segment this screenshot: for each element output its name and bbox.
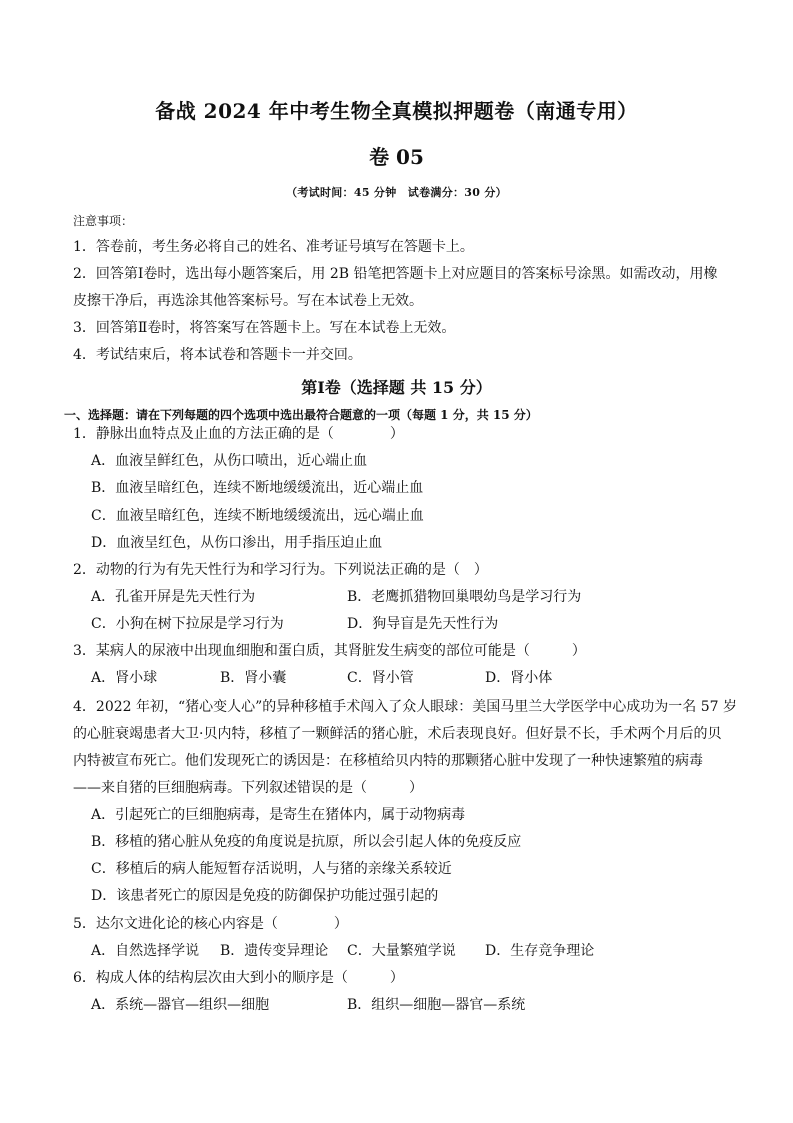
section-title: 第Ⅰ卷（选择题 共 15 分） (301, 378, 492, 397)
question-stem: ——来自猪的巨细胞病毒。下列叙述错误的是（ ） (73, 780, 423, 796)
exam-title: 备战 2024 年中考生物全真模拟押题卷（南通专用） (155, 99, 638, 123)
notes-heading: 注意事项： (73, 214, 134, 228)
question-option: C．肾小管 (347, 670, 414, 686)
part-heading: 一、选择题：请在下列每题的四个选项中选出最符合题意的一项（每题 1 分，共 15 分） (64, 408, 538, 422)
notes-item: 3．回答第Ⅱ卷时，将答案写在答题卡上。写在本试卷上无效。 (73, 320, 456, 336)
question-option: D．该患者死亡的原因是免疫的防御保护功能过强引起的 (91, 888, 439, 904)
notes-item: 2．回答第Ⅰ卷时，选出每小题答案后，用 2B 铅笔把答题卡上对应题目的答案标号涂黑。如需改动，用橡 (73, 266, 718, 282)
question-option: A．孔雀开屏是先天性行为 (91, 589, 256, 605)
question-stem: 1．静脉出血特点及止血的方法正确的是（ ） (73, 426, 404, 442)
notes-item: 4．考试结束后，将本试卷和答题卡一并交回。 (73, 347, 362, 363)
notes-item: 皮擦干净后，再选涂其他答案标号。写在本试卷上无效。 (73, 293, 423, 309)
question-option: A．自然选择学说 (91, 943, 200, 959)
exam-subtitle: 卷 05 (369, 145, 424, 169)
exam-info: （考试时间：45 分钟 试卷满分：30 分） (286, 186, 507, 199)
question-stem: 3．某病人的尿液中出现血细胞和蛋白质，其肾脏发生病变的部位可能是（ ） (73, 643, 586, 659)
question-option: D．狗导盲是先天性行为 (347, 616, 499, 632)
question-stem: 的心脏衰竭患者大卫·贝内特，移植了一颗鲜活的猪心脏，术后表现良好。但好景不长，手术两个月后的贝 (73, 726, 722, 742)
question-stem: 内特被宣布死亡。他们发现死亡的诱因是：在移植给贝内特的那颗猪心脏中发现了一种快速繁殖的病毒 (73, 753, 703, 769)
question-option: A．血液呈鲜红色，从伤口喷出，近心端止血 (91, 453, 368, 469)
question-option: B．肾小囊 (220, 670, 287, 686)
question-stem: 4．2022 年初，“猪心变人心”的异种移植手术闯入了众人眼球：美国马里兰大学医学中心成功为一名 57 岁 (73, 699, 738, 715)
question-option: D．肾小体 (485, 670, 553, 686)
question-option: D．生存竞争理论 (485, 943, 595, 959)
question-option: B．老鹰抓猎物回巢喂幼鸟是学习行为 (347, 589, 582, 605)
question-stem: 5．达尔文进化论的核心内容是（ ） (73, 916, 348, 932)
question-option: A．引起死亡的巨细胞病毒，是寄生在猪体内，属于动物病毒 (91, 807, 466, 823)
question-stem: 6．构成人体的结构层次由大到小的顺序是（ ） (73, 970, 404, 986)
question-option: C．小狗在树下拉尿是学习行为 (91, 616, 284, 632)
question-option: A．肾小球 (91, 670, 158, 686)
question-option: B．组织—细胞—器官—系统 (347, 997, 526, 1013)
question-option: D．血液呈红色，从伤口渗出，用手指压迫止血 (91, 535, 383, 551)
question-option: C．移植后的病人能短暂存活说明，人与猪的亲缘关系较近 (91, 861, 452, 877)
question-option: B．移植的猪心脏从免疫的角度说是抗原，所以会引起人体的免疫反应 (91, 834, 522, 850)
question-option: C．血液呈暗红色，连续不断地缓缓流出，远心端止血 (91, 508, 424, 524)
question-stem: 2．动物的行为有先天性行为和学习行为。下列说法正确的是（ ） (73, 562, 488, 578)
question-option: B．遗传变异理论 (220, 943, 329, 959)
question-option: A．系统—器官—组织—细胞 (91, 997, 270, 1013)
notes-item: 1．答卷前，考生务必将自己的姓名、准考证号填写在答题卡上。 (73, 239, 474, 255)
question-option: C．大量繁殖学说 (347, 943, 456, 959)
question-option: B．血液呈暗红色，连续不断地缓缓流出，近心端止血 (91, 480, 424, 496)
